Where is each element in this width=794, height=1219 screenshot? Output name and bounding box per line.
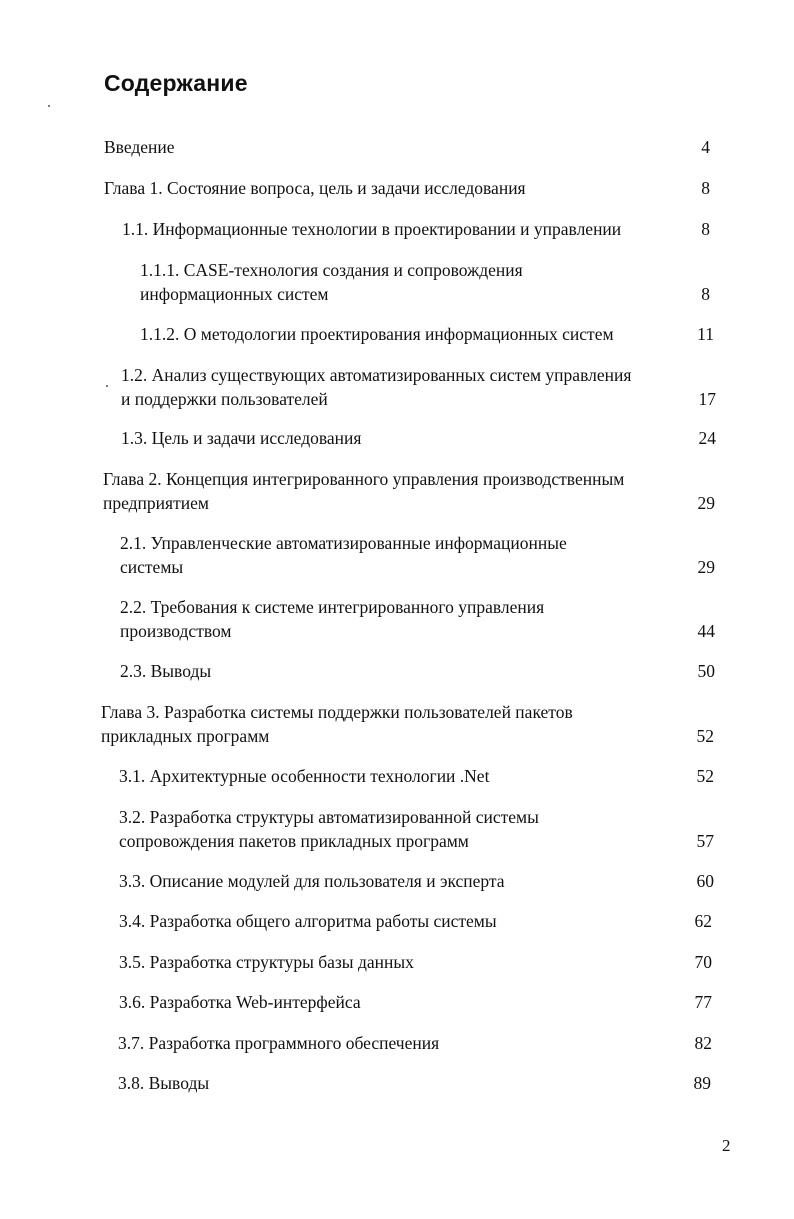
toc-entry-text: 3.8. Выводы	[118, 1073, 210, 1093]
toc-entry-text-line1: 3.2. Разработка структуры автоматизированной системы	[119, 807, 539, 827]
toc-entry-text-line1: 1.1.1. CASE-технология создания и сопровождения	[140, 260, 523, 280]
toc-entry-2-1[interactable]	[120, 531, 715, 579]
toc-entry-3-8[interactable]	[118, 1071, 711, 1095]
toc-entry-2-2[interactable]	[120, 595, 715, 643]
toc-entry-text-line2: и поддержки пользователей	[121, 389, 328, 409]
toc-entry-text: Введение	[104, 137, 175, 157]
toc-entry-3-7[interactable]	[118, 1031, 712, 1055]
toc-entry-text: 3.5. Разработка структуры базы данных	[119, 952, 414, 972]
toc-entry-page: 50	[697, 661, 715, 681]
toc-entry-chapter-1[interactable]	[104, 176, 710, 200]
toc-entry-text: 2.3. Выводы	[120, 661, 212, 681]
toc-entry-text-line1: 2.2. Требования к системе интегрированного управления	[120, 597, 545, 617]
toc-entry-page: 29	[697, 557, 715, 577]
toc-entry-page: 8	[701, 178, 710, 198]
toc-entry-3-1[interactable]	[119, 764, 714, 788]
toc-entry-3-4[interactable]	[119, 909, 712, 933]
toc-entry-page: 29	[697, 493, 715, 513]
toc-entry-1-1[interactable]	[122, 217, 710, 241]
toc-entry-text: 3.3. Описание модулей для пользователя и эксперта	[119, 871, 505, 891]
toc-entry-chapter-2[interactable]	[103, 467, 715, 515]
toc-entry-3-6[interactable]	[119, 990, 712, 1014]
scan-speck	[48, 105, 50, 107]
toc-entry-text: 1.1.2. О методологии проектирования информационных систем	[140, 324, 614, 344]
toc-entry-page: 82	[694, 1033, 712, 1053]
toc-entry-text-line1: 2.1. Управленческие автоматизированные информационные	[120, 533, 567, 553]
toc-entry-page: 8	[701, 219, 710, 239]
toc-entry-introduction[interactable]	[104, 135, 710, 159]
toc-entry-text: 3.4. Разработка общего алгоритма работы системы	[119, 911, 497, 931]
toc-entry-page: 11	[697, 324, 714, 344]
toc-entry-3-2[interactable]	[119, 805, 714, 853]
toc-entry-3-5[interactable]	[119, 950, 712, 974]
toc-entry-page: 24	[698, 428, 716, 448]
toc-entry-text: 1.1. Информационные технологии в проектировании и управлении	[122, 219, 622, 239]
toc-entry-1-3[interactable]	[121, 426, 716, 450]
toc-entry-1-1-1[interactable]	[140, 258, 710, 306]
toc-entry-text-line2: информационных систем	[140, 284, 329, 304]
toc-entry-text-line1: Глава 2. Концепция интегрированного управления производственным	[103, 469, 625, 489]
scan-speck	[106, 385, 108, 387]
toc-entry-text-line2: производством	[120, 621, 232, 641]
toc-entry-page: 57	[696, 831, 714, 851]
toc-entry-page: 17	[698, 389, 716, 409]
toc-entry-chapter-3[interactable]	[101, 700, 714, 748]
toc-entry-page: 89	[693, 1073, 711, 1093]
toc-entry-page: 44	[697, 621, 715, 641]
page-title: Содержание	[104, 70, 248, 96]
toc-entry-text: 3.7. Разработка программного обеспечения	[118, 1033, 440, 1053]
toc-entry-page: 8	[701, 284, 710, 304]
toc-entry-text-line1: 1.2. Анализ существующих автоматизированных систем управления	[121, 365, 632, 385]
toc-entry-text: 3.1. Архитектурные особенности технологии .Net	[119, 766, 490, 786]
toc-entry-page: 60	[696, 871, 714, 891]
toc-entry-text-line2: прикладных программ	[101, 726, 270, 746]
toc-entry-1-1-2[interactable]	[140, 322, 714, 346]
toc-entry-3-3[interactable]	[119, 869, 714, 893]
toc-entry-page: 77	[694, 992, 712, 1012]
toc-entry-page: 52	[696, 726, 714, 746]
toc-entry-1-2[interactable]	[121, 363, 716, 411]
toc-entry-text-line2: сопровождения пакетов прикладных программ	[119, 831, 469, 851]
page-number: 2	[722, 1136, 731, 1155]
toc-entry-text: 3.6. Разработка Web-интерфейса	[119, 992, 361, 1012]
toc-entry-page: 4	[701, 137, 710, 157]
toc-entry-text: 1.3. Цель и задачи исследования	[121, 428, 362, 448]
toc-entry-text-line1: Глава 3. Разработка системы поддержки пользователей пакетов	[101, 702, 573, 722]
toc-entry-text-line2: предприятием	[103, 493, 209, 513]
toc-entry-page: 70	[694, 952, 712, 972]
toc-entry-2-3[interactable]	[120, 659, 715, 683]
toc-entry-text-line2: системы	[120, 557, 184, 577]
toc-entry-page: 62	[694, 911, 712, 931]
toc-entry-page: 52	[696, 766, 714, 786]
toc-entry-text: Глава 1. Состояние вопроса, цель и задачи исследования	[104, 178, 526, 198]
